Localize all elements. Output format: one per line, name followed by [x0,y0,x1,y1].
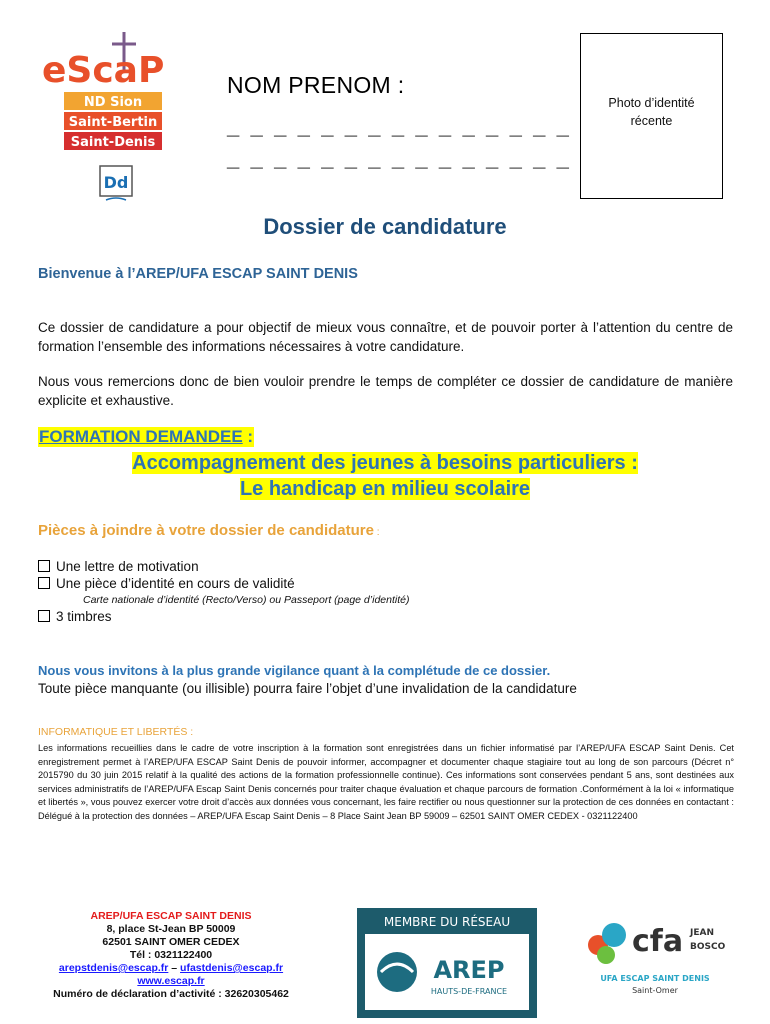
checklist-item[interactable] [38,559,199,574]
logo-line-3: Saint-Denis [70,135,156,150]
cfa-sub-1: JEAN [690,928,714,938]
footer-address [40,910,302,1001]
formation-title-1-text: Accompagnement des jeunes à besoins particuliers : [132,452,638,474]
arep-top-text: MEMBRE DU RÉSEAU [383,915,511,929]
checklist-label: Une lettre de motivation [56,559,199,574]
nom-prenom-label: NOM PRENOM : [227,72,405,98]
footer-addr-1: 8, place St-Jean BP 50009 [106,923,236,935]
identity-note: Carte nationale d’identité (Recto/Verso) ou Passeport (page d’identité) [83,594,410,606]
vigilance-bold: Nous vous invitons à la plus grande vigilance quant à la complétude de ce dossier. [38,663,551,678]
checklist-label: 3 timbres [56,609,112,624]
cfa-logo [570,905,740,1005]
photo-box [580,33,723,199]
website-link[interactable]: www.escap.fr [137,975,205,987]
arep-logo [357,908,537,1018]
photo-label-1: Photo d’identité [608,96,695,110]
email-sep: – [168,962,181,974]
formation-label-text: FORMATION DEMANDEE [39,427,243,446]
logo-line-1: ND Sion [83,95,143,110]
formation-title-2 [0,478,770,501]
checkbox-icon[interactable] [38,577,50,589]
formation-title-1 [0,452,770,475]
info-heading: INFORMATIQUE ET LIBERTÉS : [38,726,194,738]
logo-escap-text: eScaP [42,50,165,91]
dd-label-icon [96,162,136,204]
vigilance-text: Toute pièce manquante (ou illisible) pourra faire l’objet d’une invalidation de la candidature [38,681,577,696]
checklist-label: Une pièce d’identité en cours de validité [56,576,295,591]
pieces-suffix: : [373,527,380,538]
intro-paragraph-2: Nous vous remercions donc de bien vouloir prendre le temps de compléter ce dossier de candidature de manière explicite et exhaustive. [38,374,733,408]
cfa-sub-2: BOSCO [690,942,726,952]
footer-declaration: Numéro de déclaration d’activité : 32620305462 [53,988,289,1000]
footer-tel: Tél : 0321122400 [129,949,213,961]
email-link-2[interactable]: ufastdenis@escap.fr [180,962,284,974]
email-link-1[interactable]: arepstdenis@escap.fr [58,962,169,974]
checklist-item[interactable] [38,576,295,591]
formation-title-2-text: Le handicap en milieu scolaire [239,478,531,500]
pieces-title: Pièces à joindre à votre dossier de candidature [38,522,374,539]
name-line-1: _ _ _ _ _ _ _ _ _ _ _ _ _ _ _ [227,114,572,139]
cfa-name: cfa [632,924,684,959]
photo-label-2: récente [630,114,673,128]
arep-name: AREP [433,956,505,984]
svg-text:Dd: Dd [103,173,129,192]
escap-logo [40,30,180,160]
checkbox-icon[interactable] [38,610,50,622]
cfa-line-2: Saint-Omer [632,986,678,995]
info-text: Les informations recueillies dans le cadre de votre inscription à la formation sont enregistrées dans un fichier informatisé par l’AREP/UFA ESCAP Saint Denis. Cet enregistrement permet à l’AREP/UFA ESCAP Saint Denis de pouvoir informer, accompagner et documenter chaque stagiaire tout au long de son parcours (Décret n° 2015790 du 30 juin 2015 relatif à la qualité des actions de la formation professionnelle continue). Ces informations sont conservées pendant 5 ans, sont destinées aux services administratifs de l’AREP/UFA Escap Saint Denis concernés pour traiter chaque évaluation et chaque parcours de formation .Conformément à la loi « informatique et libertés », vous pouvez exercer votre droit d’accès aux données vous concernant, les faire rectifier ou nous questionner sur la protection de ces données en contactant : Délégué à la protection des données – AREP/UFA Escap Saint Denis – 8 Place Saint Jean BP 59009 – 62501 SAINT OMER CEDEX - 0321122400 [38,743,734,821]
pieces-heading [38,522,380,539]
checklist-item[interactable] [38,609,112,624]
name-line-2: _ _ _ _ _ _ _ _ _ _ _ _ _ _ _ [227,146,572,171]
intro-paragraph-1: Ce dossier de candidature a pour objectif de mieux vous connaître, et de pouvoir porter à l’attention du centre de formation l’ensemble des informations nécessaires à votre candidature. [38,320,733,354]
arep-region: HAUTS-DE-FRANCE [430,987,508,996]
footer-addr-2: 62501 SAINT OMER CEDEX [102,936,240,948]
footer-org: AREP/UFA ESCAP SAINT DENIS [90,910,252,922]
cfa-line-1: UFA ESCAP SAINT DENIS [600,974,710,983]
formation-label-colon: : [242,427,254,446]
checkbox-icon[interactable] [38,560,50,572]
page-title: Dossier de candidature [263,214,507,239]
welcome-heading: Bienvenue à l’AREP/UFA ESCAP SAINT DENIS [38,266,358,282]
logo-line-2: Saint-Bertin [68,115,158,130]
formation-label [38,427,254,447]
